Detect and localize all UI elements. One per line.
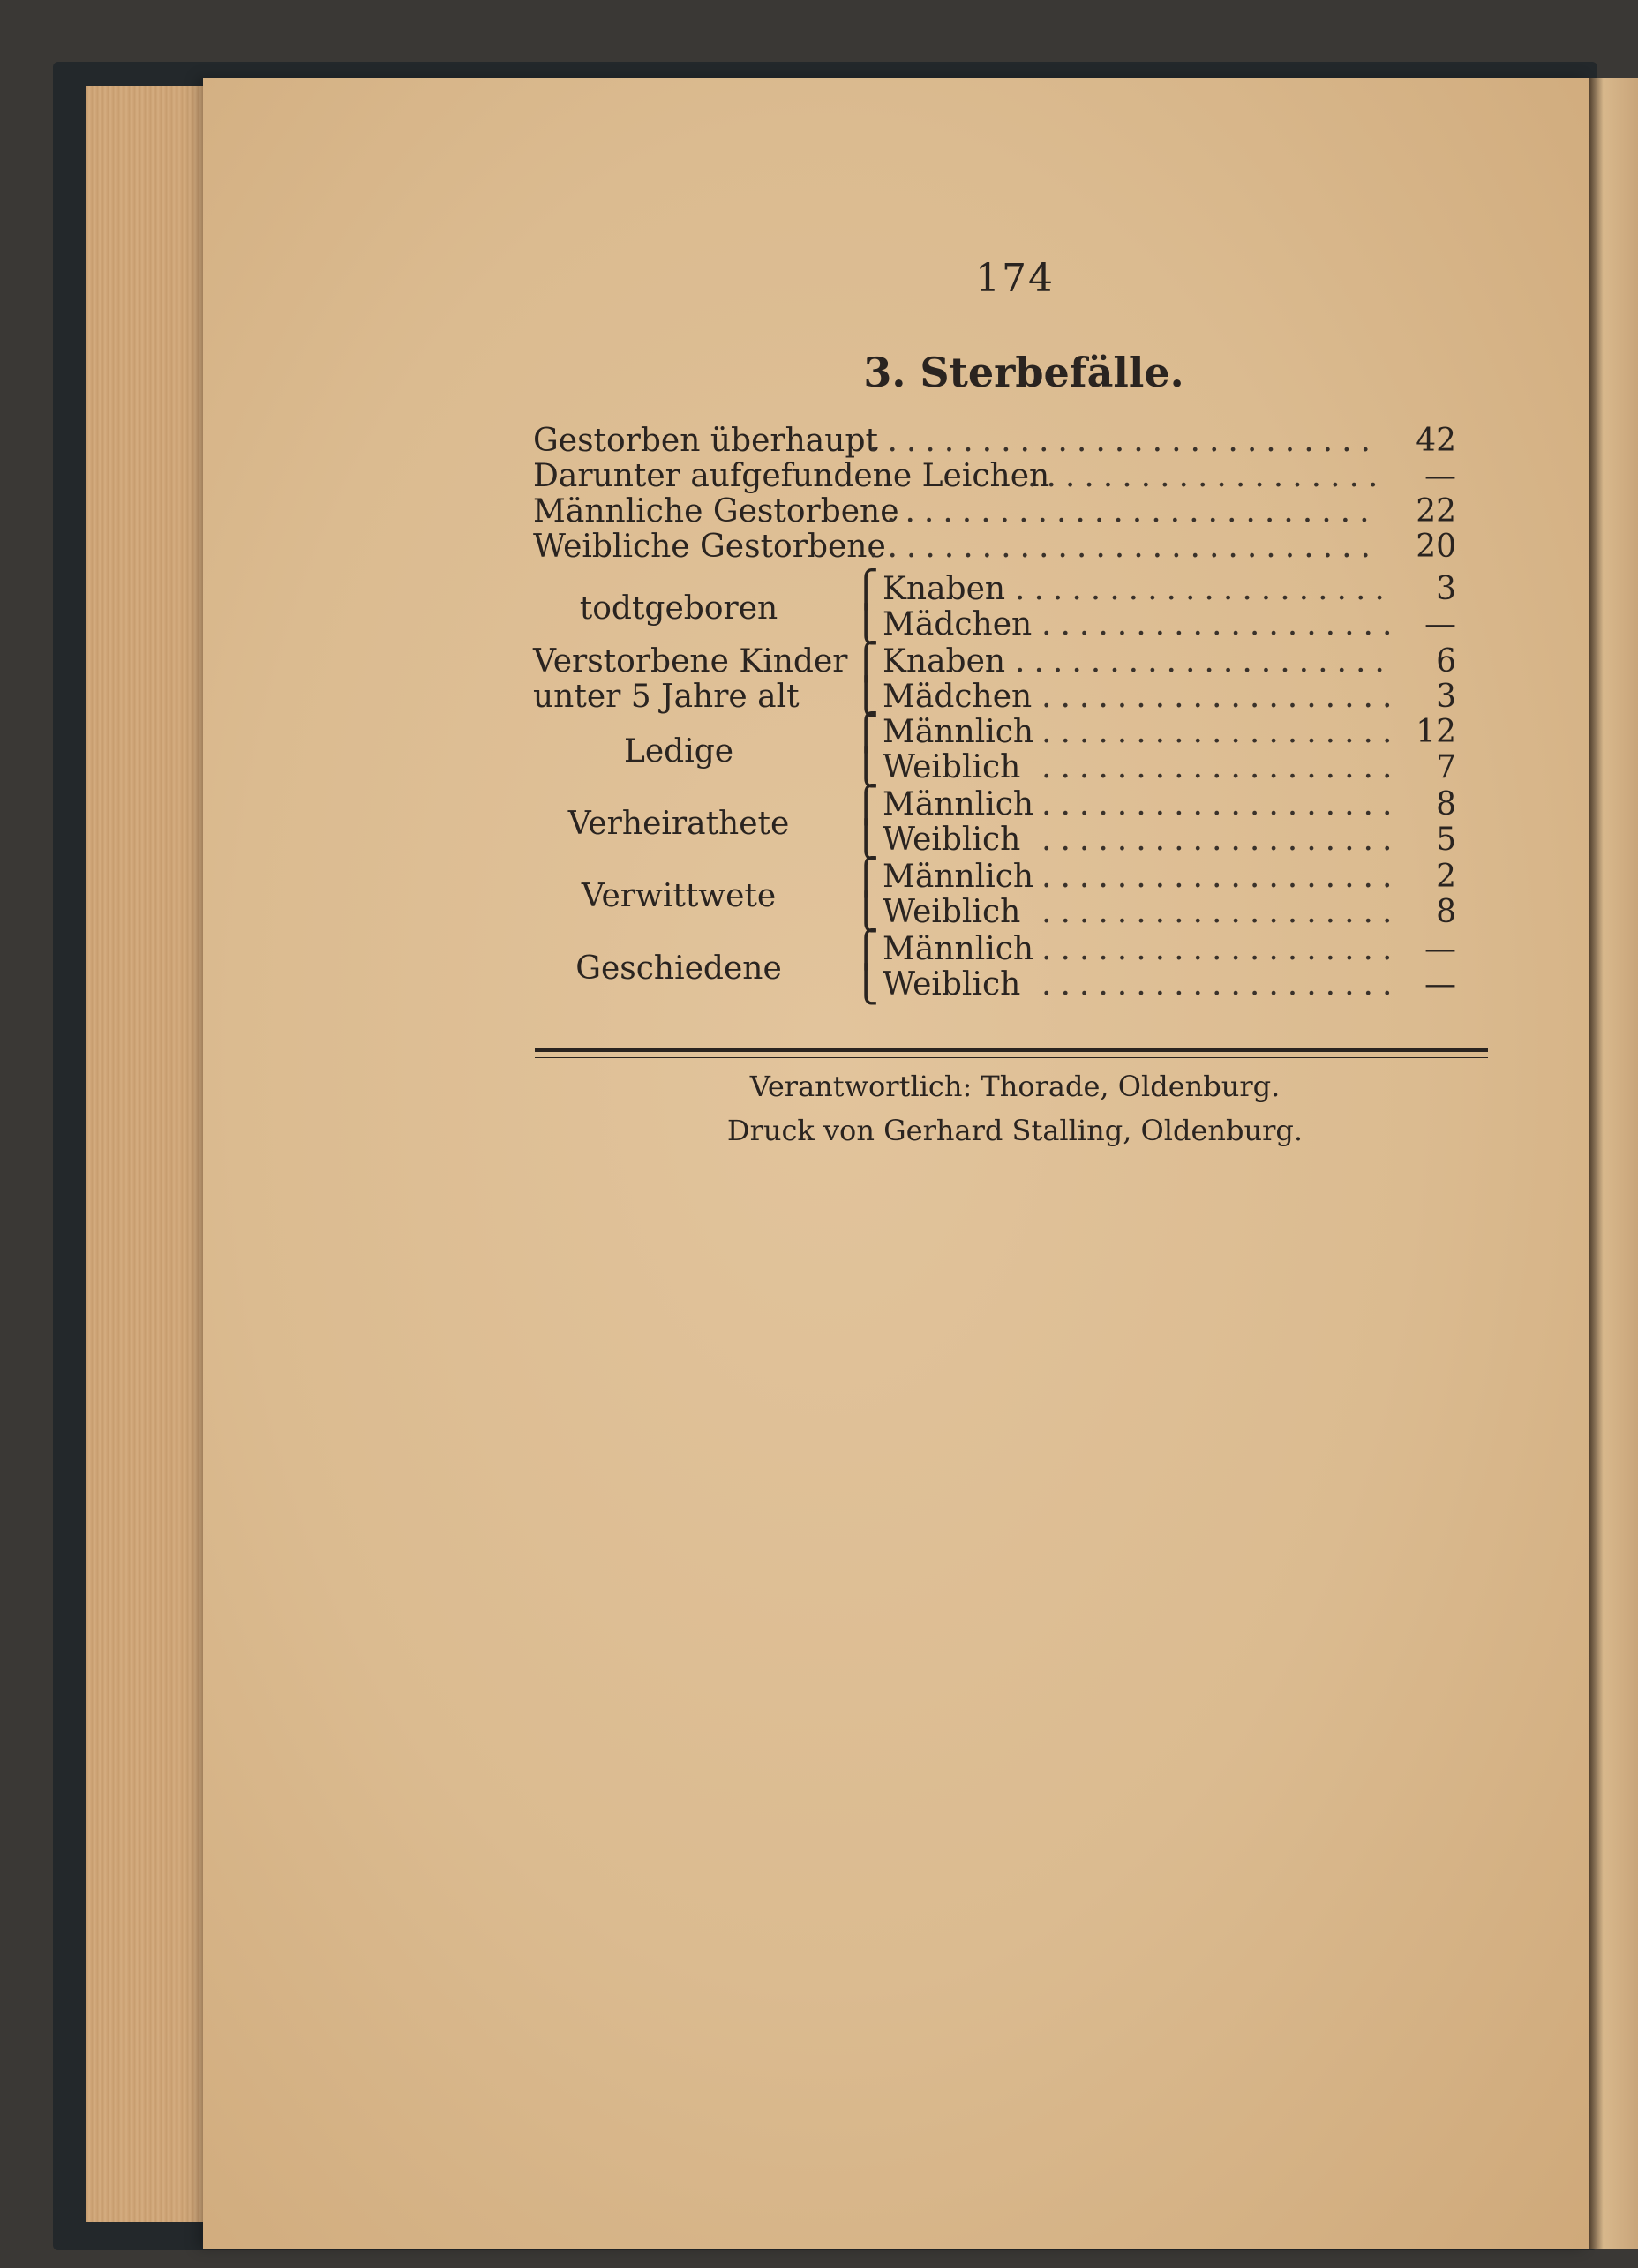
brace-bottom: ⎩ — [853, 747, 879, 788]
group-label-widowed: Verwittwete — [581, 878, 777, 914]
sub-label: Männlich — [883, 931, 1034, 967]
sub-row — [883, 967, 1456, 1003]
row-value: 42 — [1416, 423, 1456, 459]
brace-bottom: ⎩ — [853, 965, 879, 1005]
sub-value: — — [1424, 606, 1456, 642]
sub-row — [883, 572, 1456, 607]
brace-bottom: ⎩ — [853, 605, 879, 645]
leader-dots: ................... — [1027, 459, 1387, 494]
leader-dots: ................... — [1041, 680, 1401, 715]
leader-dots: ................... — [1041, 822, 1401, 858]
group-label-stillborn: todtgeboren — [579, 590, 778, 627]
sub-row — [883, 715, 1456, 750]
sub-label: Weiblich — [883, 822, 1021, 858]
sub-label: Männlich — [883, 714, 1034, 750]
divider-thin — [535, 1057, 1488, 1058]
page-number: 174 — [975, 256, 1055, 301]
leader-dots: .......................... — [886, 494, 1379, 529]
sub-value: 8 — [1436, 894, 1456, 930]
leader-dots: ........................... — [868, 424, 1379, 459]
leader-dots: ................... — [1041, 787, 1401, 822]
leader-dots: ................... — [1041, 715, 1401, 750]
sub-value: — — [1424, 931, 1456, 967]
row-male — [533, 494, 1456, 529]
sub-row — [883, 895, 1456, 930]
sub-value: 7 — [1436, 749, 1456, 785]
row-found-bodies — [533, 459, 1456, 494]
divider-thick — [535, 1048, 1488, 1052]
row-value: — — [1424, 458, 1456, 494]
sub-row — [883, 787, 1456, 822]
row-value: 20 — [1416, 529, 1456, 565]
sub-label: Mädchen — [883, 606, 1033, 642]
sub-label: Männlich — [883, 859, 1034, 895]
sub-row — [883, 750, 1456, 785]
row-label: Weibliche Gestorbene — [533, 529, 886, 565]
sub-value: 5 — [1436, 822, 1456, 858]
sub-label: Weiblich — [883, 749, 1021, 785]
footer-printer: Druck von Gerhard Stalling, Oldenburg. — [726, 1114, 1304, 1147]
sub-label: Mädchen — [883, 679, 1033, 715]
leader-dots: ........................... — [868, 529, 1379, 565]
leader-dots: ................... — [1041, 607, 1401, 642]
leader-dots: ................... — [1041, 860, 1401, 895]
row-label: Darunter aufgefundene Leichen — [533, 458, 1050, 494]
leader-dots: ................... — [1041, 932, 1401, 967]
brace-bottom: ⎩ — [853, 677, 879, 717]
group-label-children-line2: unter 5 Jahre alt — [533, 679, 800, 715]
sub-row — [883, 607, 1456, 642]
row-value: 22 — [1416, 493, 1456, 529]
section-title: 3. Sterbefälle. — [863, 349, 1184, 396]
brace-top: ⎧ — [853, 785, 879, 825]
sub-row — [883, 822, 1456, 858]
leader-dots: ................... — [1041, 895, 1401, 930]
sub-value: 3 — [1436, 679, 1456, 715]
leader-dots: ................... — [1041, 967, 1401, 1003]
sub-label: Männlich — [883, 786, 1034, 822]
brace-bottom: ⎩ — [853, 892, 879, 933]
brace-top: ⎧ — [853, 929, 879, 970]
sub-label: Weiblich — [883, 894, 1021, 930]
brace-top: ⎧ — [853, 712, 879, 753]
group-label-divorced: Geschiedene — [575, 950, 782, 987]
sub-value: 3 — [1436, 571, 1456, 607]
sub-value: 8 — [1436, 786, 1456, 822]
sub-value: 6 — [1436, 643, 1456, 680]
sub-row — [883, 644, 1456, 680]
group-label-married: Verheirathete — [567, 806, 790, 842]
brace-top: ⎧ — [853, 569, 879, 610]
sub-row — [883, 680, 1456, 715]
brace-bottom: ⎩ — [853, 820, 879, 860]
leader-dots: .................... — [1015, 644, 1394, 680]
footer-responsible: Verantwortlich: Thorade, Oldenburg. — [749, 1070, 1281, 1103]
sub-value: 2 — [1436, 859, 1456, 895]
brace-top: ⎧ — [853, 857, 879, 897]
group-label-children-line1: Verstorbene Kinder — [533, 643, 848, 680]
sub-row — [883, 932, 1456, 967]
sub-label: Weiblich — [883, 966, 1021, 1003]
sub-label: Knaben — [883, 571, 1006, 607]
sub-value: 12 — [1416, 714, 1456, 750]
sub-label: Knaben — [883, 643, 1006, 680]
row-label: Gestorben überhaupt — [533, 423, 878, 459]
leader-dots: ................... — [1041, 750, 1401, 785]
row-label: Männliche Gestorbene — [533, 493, 899, 529]
row-female — [533, 529, 1456, 565]
sub-value: — — [1424, 966, 1456, 1003]
group-label-single: Ledige — [623, 733, 734, 770]
row-total — [533, 424, 1456, 459]
sub-row — [883, 860, 1456, 895]
brace-top: ⎧ — [853, 642, 879, 682]
leader-dots: .................... — [1015, 572, 1394, 607]
